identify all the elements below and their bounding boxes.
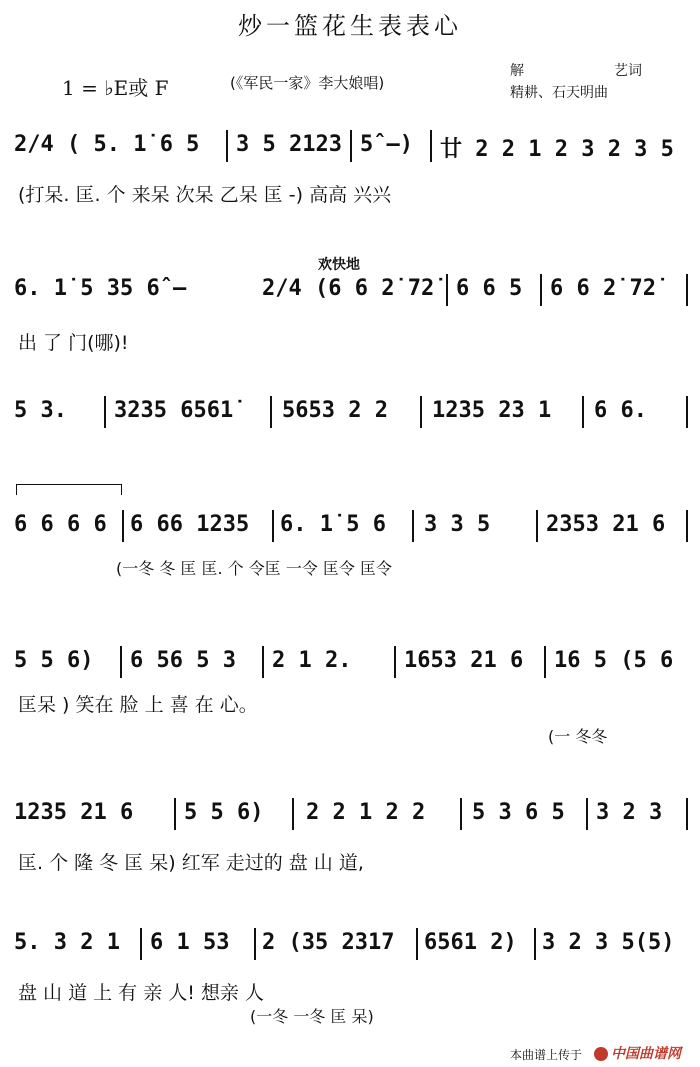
score-row-3-measure-2: 3235 6561̇: [114, 398, 234, 423]
score-row-6-measure-3: 2 2 1 2 2: [306, 800, 426, 825]
barline: [262, 646, 264, 678]
lyrics-row-7: 盘 山 道 上 有 亲 人! 想亲 人: [18, 982, 264, 1004]
percussion-row-7: (一冬 一冬 匡 呆): [250, 1007, 374, 1026]
barline: [226, 130, 228, 162]
percussion-row-5: (一 冬冬: [548, 727, 608, 746]
barline: [254, 928, 256, 960]
source-note: (《军民一家》李大娘唱): [230, 74, 385, 92]
score-row-3-measure-4: 1235 23 1: [432, 398, 552, 423]
barline: [460, 798, 462, 830]
barline: [270, 396, 272, 428]
barline: [540, 274, 542, 306]
site-logo-text: 中国曲谱网: [611, 1046, 681, 1062]
score-row-7-measure-3: 2 (35 2317: [262, 930, 395, 955]
barline: [272, 510, 274, 542]
score-row-4-measure-4: 3 3 5: [424, 512, 491, 537]
barline: [394, 646, 396, 678]
barline: [412, 510, 414, 542]
site-logo-icon: [594, 1047, 608, 1061]
score-row-6-measure-4: 5 3 6 5: [472, 800, 565, 825]
score-row-7-measure-2: 6 1 53: [150, 930, 230, 955]
tempo-mark: 欢快地: [318, 257, 360, 273]
score-row-4-measure-3: 6. 1̇ 5 6: [280, 512, 386, 537]
score-row-4-measure-1: 6 6 6 6: [14, 512, 107, 537]
score-row-1-measure-2: 3 5 2123: [236, 132, 342, 157]
score-row-5-measure-4: 1653 21 6: [404, 648, 524, 673]
score-row-3-measure-5: 6 6.: [594, 398, 647, 423]
score-row-5-measure-5: 16 5 (5 6: [554, 648, 674, 673]
lyricist-role: 艺词: [614, 63, 642, 79]
score-row-1-measure-3: 5̂ –): [360, 132, 413, 157]
score-row-2-measure-4: 6 6 2̇ 72̇: [550, 276, 656, 301]
barline: [122, 510, 124, 542]
score-row-6-measure-1: 1235 21 6: [14, 800, 134, 825]
score-row-4-measure-2: 6 66 1235: [130, 512, 250, 537]
composer-credit: 精耕、石天明曲: [510, 85, 608, 101]
score-row-5-measure-3: 2 1 2.: [272, 648, 352, 673]
barline: [416, 928, 418, 960]
barline: [104, 396, 106, 428]
barline: [446, 274, 448, 306]
score-row-1-measure-4: 廿 2 2 1 2 3 2 3 5: [440, 137, 674, 162]
lyrics-row-5: 匡呆 ) 笑在 脸 上 喜 在 心。: [18, 694, 258, 716]
barline: [350, 130, 352, 162]
score-row-3-measure-3: 5653 2 2: [282, 398, 388, 423]
page-title: 炒一篮花生表表心: [238, 12, 462, 40]
barline: [686, 274, 688, 306]
barline: [536, 510, 538, 542]
score-row-3-measure-1: 5 3.: [14, 398, 67, 423]
barline: [686, 396, 688, 428]
site-logo: [594, 1043, 681, 1063]
footer-text: 本曲谱上传于: [510, 1048, 583, 1062]
barline: [686, 798, 688, 830]
barline: [582, 396, 584, 428]
barline: [544, 646, 546, 678]
key-signature: 1 = ♭E或 F: [62, 76, 169, 100]
barline: [120, 646, 122, 678]
score-row-1-measure-1: 2/4 ( 5. 1̇ 6 5: [14, 132, 200, 157]
lyrics-row-1: (打呆. 匡. 个 来呆 次呆 乙呆 匡 -) 高高 兴兴: [18, 184, 392, 206]
score-row-7-measure-5: 3 2 3 5(5): [542, 930, 675, 955]
score-row-2-measure-3: 6 6 5: [456, 276, 523, 301]
repeat-bracket: [16, 484, 122, 495]
lyrics-row-2: 出 了 门(哪)!: [18, 332, 129, 354]
score-row-4-measure-5: 2353 21 6: [546, 512, 666, 537]
score-row-7-measure-4: 6561 2): [424, 930, 517, 955]
barline: [430, 130, 432, 162]
barline: [140, 928, 142, 960]
score-row-6-measure-2: 5 5 6): [184, 800, 264, 825]
barline: [174, 798, 176, 830]
lyricist-name: 解: [510, 63, 524, 79]
score-row-7-measure-1: 5. 3 2 1: [14, 930, 120, 955]
score-row-2-measure-1: 6. 1̇ 5 35 6̂ –: [14, 276, 187, 301]
barline: [420, 396, 422, 428]
score-row-2-measure-2: 2/4 (6 6 2̇ 72̇: [262, 276, 435, 301]
score-row-5-measure-1: 5 5 6): [14, 648, 94, 673]
percussion-row-4: (一冬 冬 匡 匡. 个 令匡 一令 匡令 匡令: [116, 559, 393, 578]
lyrics-row-6: 匡. 个 隆 冬 匡 呆) 红军 走过的 盘 山 道,: [18, 852, 364, 874]
score-row-6-measure-5: 3 2 3: [596, 800, 663, 825]
barline: [534, 928, 536, 960]
barline: [686, 510, 688, 542]
barline: [586, 798, 588, 830]
barline: [292, 798, 294, 830]
score-row-5-measure-2: 6 56 5 3: [130, 648, 236, 673]
